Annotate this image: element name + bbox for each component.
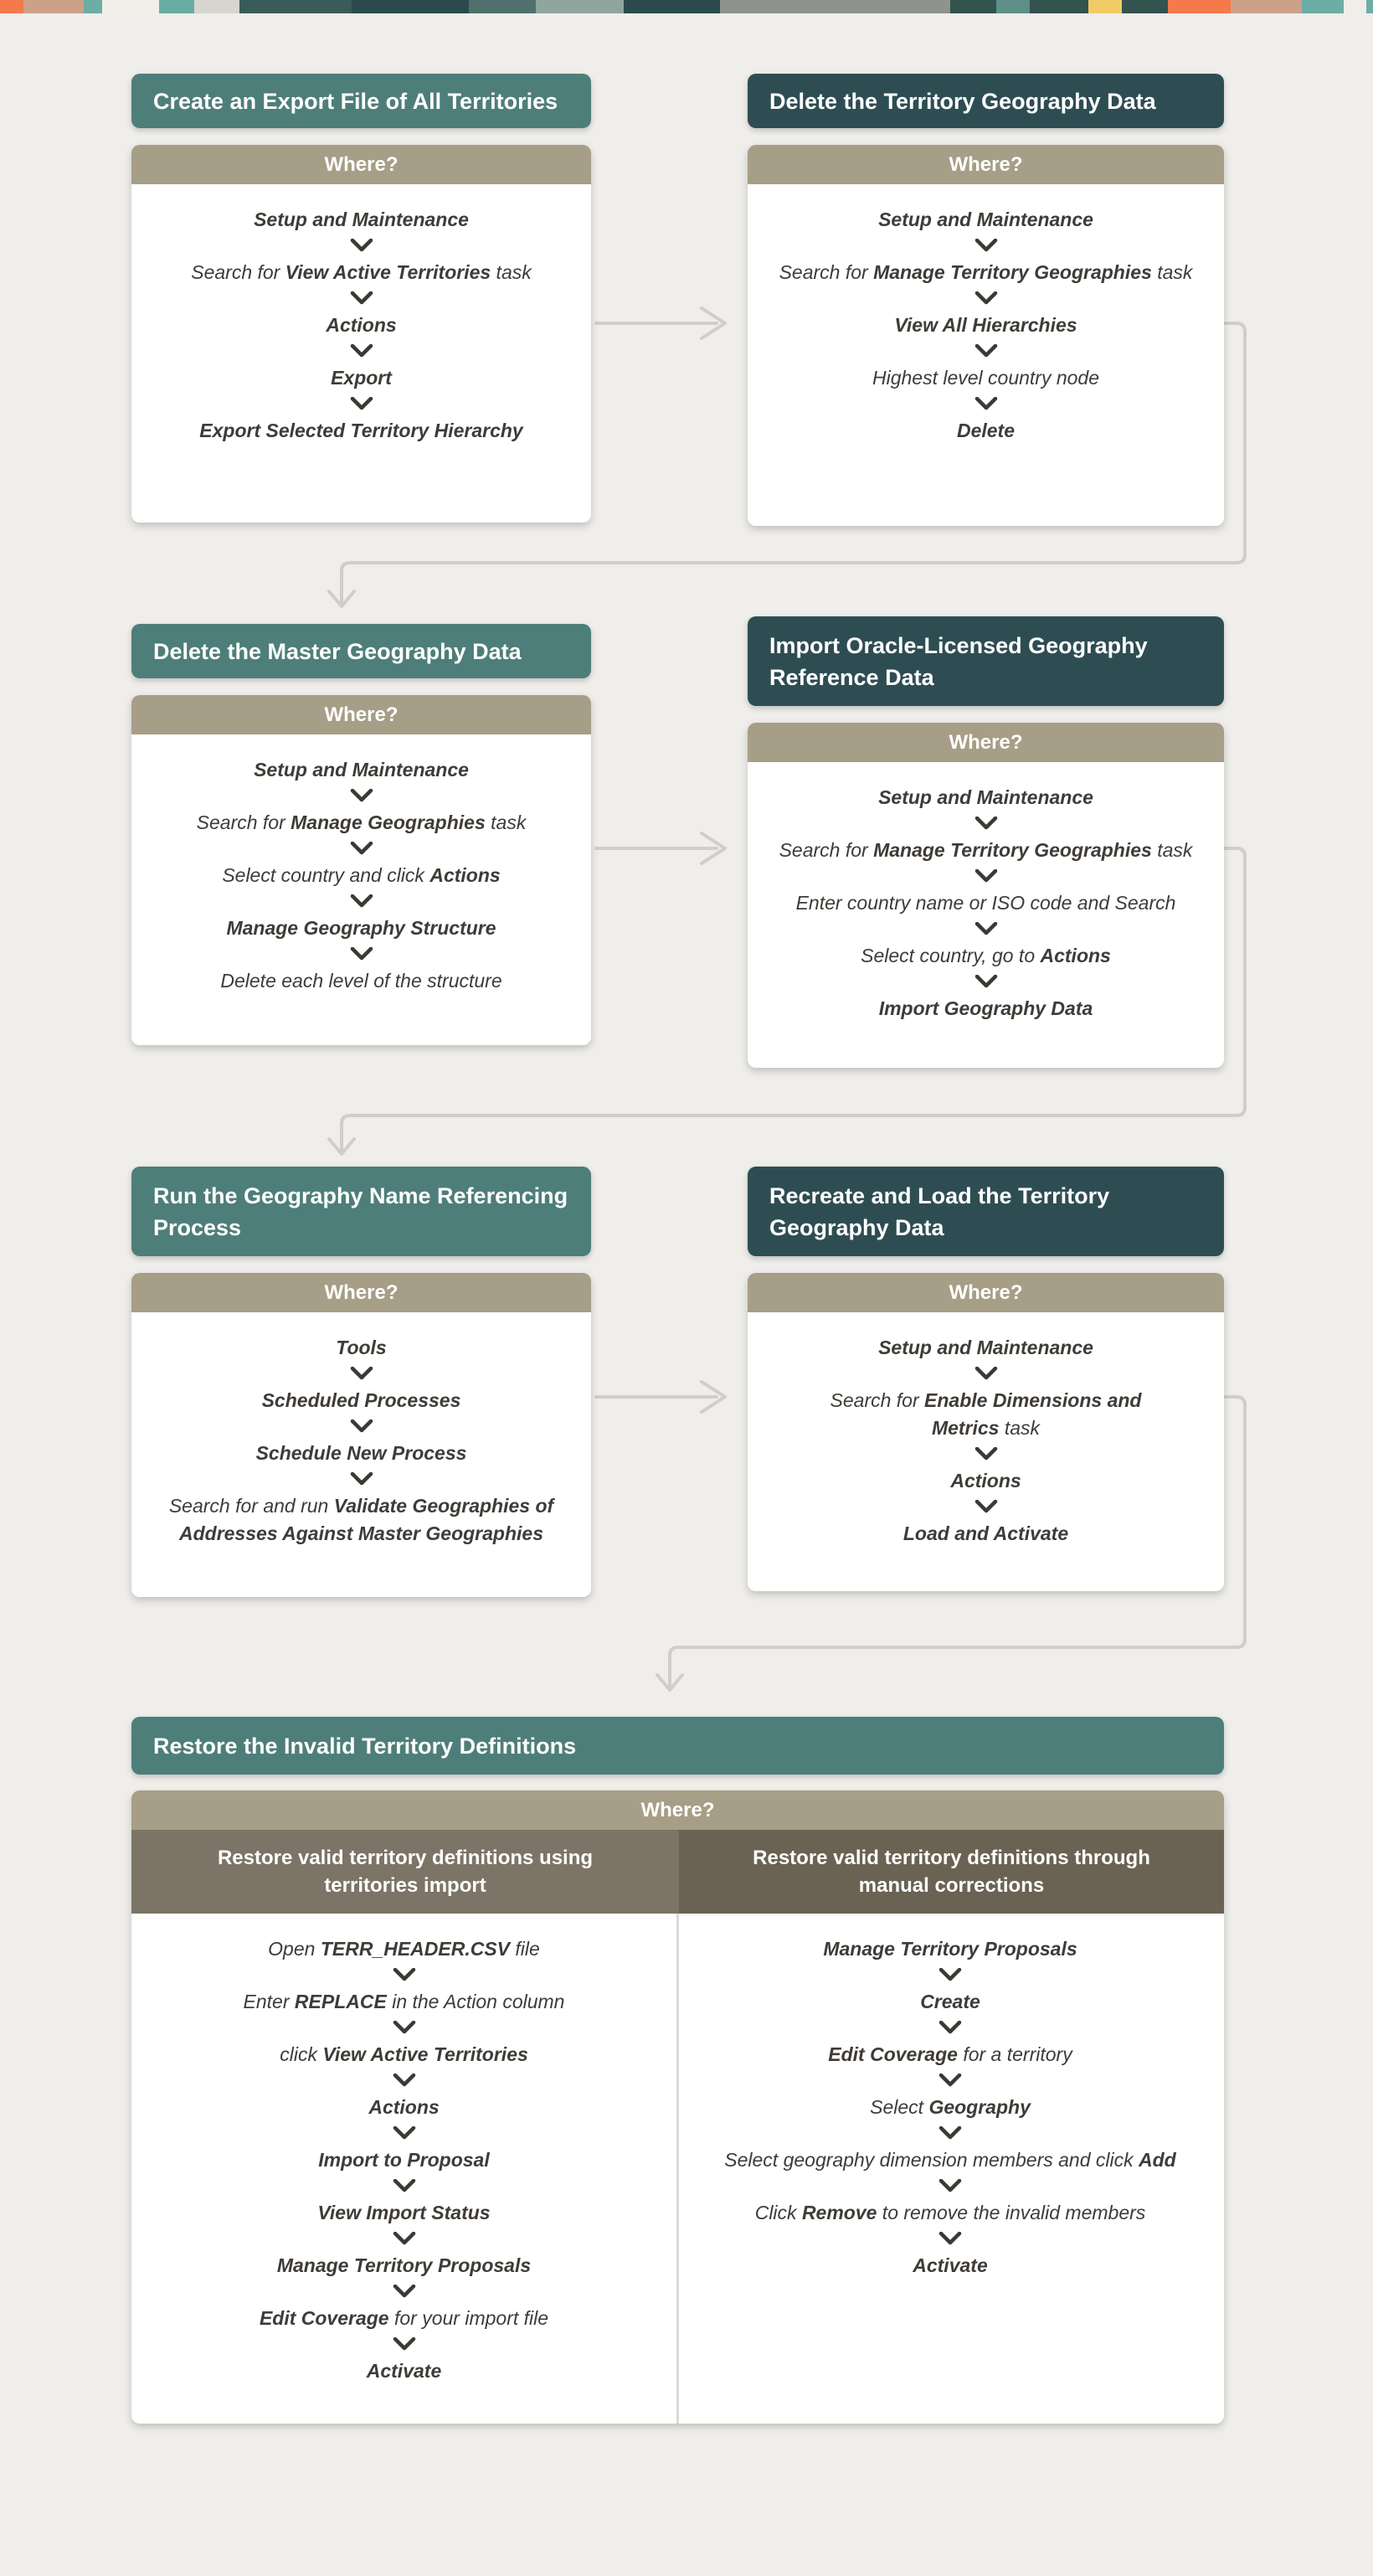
card-title-text: Run the Geography Name Referencing Process [153, 1182, 568, 1240]
step-text: Export [331, 367, 392, 389]
chevron-down-icon [392, 2232, 417, 2245]
step-text: Create [920, 1991, 980, 2012]
card-title-text: Restore the Invalid Territory Definitions [153, 1733, 577, 1759]
step-separator [773, 975, 1199, 988]
step-separator [157, 947, 566, 961]
banner-segment [624, 0, 720, 13]
step-text: Import to Proposal [318, 2149, 490, 2171]
banner-segment [23, 0, 84, 13]
card-panel [131, 695, 591, 1045]
step-text: Actions [368, 2096, 440, 2118]
chevron-down-icon [938, 2126, 963, 2140]
banner-segment [1302, 0, 1344, 13]
chevron-down-icon [974, 1447, 999, 1461]
step-text: Manage Territory Proposals [823, 1938, 1077, 1960]
chevron-down-icon [349, 1367, 374, 1380]
step-text: Highest level country node [872, 367, 1100, 389]
banner-segment [84, 0, 102, 13]
step-text: Import Geography Data [878, 997, 1093, 1019]
step-separator [773, 239, 1199, 252]
step-text: Setup and Maintenance [878, 209, 1093, 230]
step-separator [773, 344, 1199, 358]
banner-segment [1122, 0, 1168, 13]
step-text: Search for Manage Geographies task [196, 811, 527, 833]
subheader-row [131, 1830, 1224, 1914]
step-separator [773, 817, 1199, 830]
chevron-down-icon [974, 922, 999, 935]
steps-list [131, 184, 591, 523]
chevron-down-icon [349, 894, 374, 908]
banner-segment [536, 0, 624, 13]
step-text: Search for Manage Territory Geographies task [779, 261, 1193, 283]
card-title-text: Recreate and Load the Territory Geography Data [769, 1182, 1110, 1240]
chevron-down-icon [349, 239, 374, 252]
steps-list [131, 734, 591, 1045]
banner-segment [194, 0, 239, 13]
step-separator [157, 239, 566, 252]
chevron-down-icon [349, 397, 374, 410]
step-text: Edit Coverage for your import file [259, 2307, 549, 2329]
step-text: Setup and Maintenance [878, 1337, 1093, 1358]
step-text: Click Remove to remove the invalid members [754, 2202, 1146, 2223]
step-separator [773, 1500, 1199, 1513]
step-text: Search for Manage Territory Geographies task [779, 839, 1193, 861]
step-separator [157, 1968, 651, 1981]
step-text: Schedule New Process [255, 1442, 467, 1464]
banner-segment [469, 0, 536, 13]
step-separator [704, 1968, 1196, 1981]
banner-segment [352, 0, 469, 13]
step-text: Actions [950, 1470, 1021, 1492]
card-panel [131, 1273, 591, 1597]
step-separator [773, 397, 1199, 410]
arrow-run-process-to-recreate-load [596, 1382, 725, 1412]
step-text: Select geography dimension members and click Add [724, 2149, 1176, 2171]
card-recreate-load-territory-geography [748, 1167, 1224, 1591]
chevron-down-icon [349, 291, 374, 305]
subheader-manual-corrections: Restore valid territory definitions through manual corrections [679, 1830, 1224, 1914]
card-panel [131, 145, 591, 523]
step-separator [157, 1472, 566, 1486]
step-separator [773, 1447, 1199, 1461]
chevron-down-icon [392, 2126, 417, 2140]
banner-segment [1366, 0, 1373, 13]
card-panel [131, 1790, 1224, 2424]
step-text: Select Geography [870, 2096, 1031, 2118]
where-header: Where? [131, 145, 591, 184]
step-text: View All Hierarchies [894, 314, 1077, 336]
chevron-down-icon [392, 1968, 417, 1981]
chevron-down-icon [392, 2337, 417, 2351]
step-text: Tools [336, 1337, 387, 1358]
card-restore-invalid-territory-definitions [131, 1717, 1224, 2424]
step-text: Activate [366, 2360, 442, 2382]
banner-segment [720, 0, 950, 13]
chevron-down-icon [349, 789, 374, 802]
chevron-down-icon [974, 869, 999, 883]
step-text: Delete each level of the structure [220, 970, 502, 992]
card-panel [748, 145, 1224, 526]
step-separator [157, 1367, 566, 1380]
step-separator [157, 842, 566, 855]
chevron-down-icon [974, 975, 999, 988]
steps-list-manual-corrections [679, 1914, 1221, 2424]
card-title-text: Delete the Territory Geography Data [769, 88, 1156, 114]
step-text: Setup and Maintenance [254, 209, 469, 230]
step-separator [704, 2232, 1196, 2245]
step-separator [704, 2126, 1196, 2140]
restore-columns [131, 1914, 1224, 2424]
card-title [131, 1167, 591, 1256]
chevron-down-icon [974, 817, 999, 830]
banner-segment [1168, 0, 1231, 13]
step-text: Enter country name or ISO code and Search [795, 892, 1176, 914]
banner-segment [1231, 0, 1302, 13]
steps-list [748, 1312, 1224, 1591]
step-text: View Import Status [317, 2202, 491, 2223]
step-separator [773, 1367, 1199, 1380]
card-run-name-referencing [131, 1167, 591, 1597]
chevron-down-icon [392, 2021, 417, 2034]
step-text: Select country, go to Actions [861, 945, 1111, 966]
banner-segment [239, 0, 352, 13]
card-create-export-file [131, 74, 591, 523]
decorative-top-banner [0, 0, 1373, 13]
banner-segment [159, 0, 194, 13]
step-text: click View Active Territories [280, 2043, 528, 2065]
banner-segment [1344, 0, 1366, 13]
card-panel [748, 723, 1224, 1068]
step-text: Activate [913, 2254, 988, 2276]
card-delete-master-geography [131, 624, 591, 1045]
chevron-down-icon [349, 344, 374, 358]
step-separator [157, 2285, 651, 2298]
subheader-territories-import: Restore valid territory definitions using territories import [131, 1830, 679, 1914]
step-text: Setup and Maintenance [878, 786, 1093, 808]
step-separator [704, 2074, 1196, 2087]
card-delete-territory-geography [748, 74, 1224, 526]
card-title-text: Delete the Master Geography Data [153, 638, 522, 664]
chevron-down-icon [349, 947, 374, 961]
card-title-text: Import Oracle-Licensed Geography Reference Data [769, 632, 1148, 690]
chevron-down-icon [974, 1367, 999, 1380]
chevron-down-icon [974, 344, 999, 358]
banner-segment [0, 0, 23, 13]
step-text: Load and Activate [902, 1522, 1069, 1544]
chevron-down-icon [392, 2285, 417, 2298]
step-separator [704, 2179, 1196, 2192]
arrow-delete-master-to-import-reference [596, 833, 725, 863]
where-header: Where? [131, 1273, 591, 1312]
card-panel [748, 1273, 1224, 1591]
chevron-down-icon [349, 1419, 374, 1433]
step-separator [157, 2126, 651, 2140]
steps-list-territories-import [131, 1914, 679, 2424]
chevron-down-icon [938, 2074, 963, 2087]
card-title [131, 74, 591, 128]
step-text: Select country and click Actions [222, 864, 501, 886]
where-header: Where? [748, 145, 1224, 184]
banner-segment [102, 0, 159, 13]
step-text: Search for Enable Dimensions and Metrics task [830, 1389, 1142, 1439]
banner-segment [996, 0, 1030, 13]
where-header: Where? [131, 1790, 1224, 1830]
step-separator [157, 2232, 651, 2245]
steps-list [748, 184, 1224, 526]
chevron-down-icon [938, 2232, 963, 2245]
card-title [748, 74, 1224, 128]
banner-segment [950, 0, 996, 13]
chevron-down-icon [392, 2179, 417, 2192]
step-separator [157, 2337, 651, 2351]
step-text: Open TERR_HEADER.CSV file [268, 1938, 540, 1960]
step-separator [157, 291, 566, 305]
step-text: Search for View Active Territories task [191, 261, 532, 283]
where-header: Where? [131, 695, 591, 734]
card-title [748, 616, 1224, 706]
banner-segment [1088, 0, 1122, 13]
chevron-down-icon [974, 1500, 999, 1513]
step-separator [773, 291, 1199, 305]
chevron-down-icon [974, 397, 999, 410]
where-header: Where? [748, 1273, 1224, 1312]
step-text: Scheduled Processes [261, 1389, 461, 1411]
chevron-down-icon [938, 2179, 963, 2192]
step-text: Setup and Maintenance [254, 759, 469, 781]
step-text: Export Selected Territory Hierarchy [199, 420, 523, 441]
step-text: Actions [326, 314, 397, 336]
step-text: Edit Coverage for a territory [828, 2043, 1072, 2065]
card-title-text: Create an Export File of All Territories [153, 88, 558, 114]
arrow-export-to-delete-territory [596, 308, 725, 338]
step-separator [157, 2179, 651, 2192]
step-separator [773, 922, 1199, 935]
step-separator [157, 789, 566, 802]
steps-list [131, 1312, 591, 1597]
step-text: Manage Territory Proposals [276, 2254, 532, 2276]
card-title [131, 1717, 1224, 1775]
step-text: Enter REPLACE in the Action column [243, 1991, 565, 2012]
card-import-reference-data [748, 616, 1224, 1068]
step-text: Manage Geography Structure [226, 917, 496, 939]
chevron-down-icon [938, 1968, 963, 1981]
step-separator [157, 397, 566, 410]
chevron-down-icon [349, 842, 374, 855]
step-separator [157, 344, 566, 358]
steps-list [748, 762, 1224, 1068]
step-separator [704, 2021, 1196, 2034]
chevron-down-icon [392, 2074, 417, 2087]
chevron-down-icon [974, 291, 999, 305]
step-separator [157, 894, 566, 908]
step-text: Search for and run Validate Geographies of Addresses Against Master Geographies [168, 1495, 554, 1544]
step-separator [773, 869, 1199, 883]
step-separator [157, 2021, 651, 2034]
step-separator [157, 1419, 566, 1433]
step-text: Delete [956, 420, 1016, 441]
chevron-down-icon [349, 1472, 374, 1486]
banner-segment [1030, 0, 1088, 13]
step-separator [157, 2074, 651, 2087]
where-header: Where? [748, 723, 1224, 762]
chevron-down-icon [938, 2021, 963, 2034]
chevron-down-icon [974, 239, 999, 252]
card-title [748, 1167, 1224, 1256]
card-title [131, 624, 591, 678]
